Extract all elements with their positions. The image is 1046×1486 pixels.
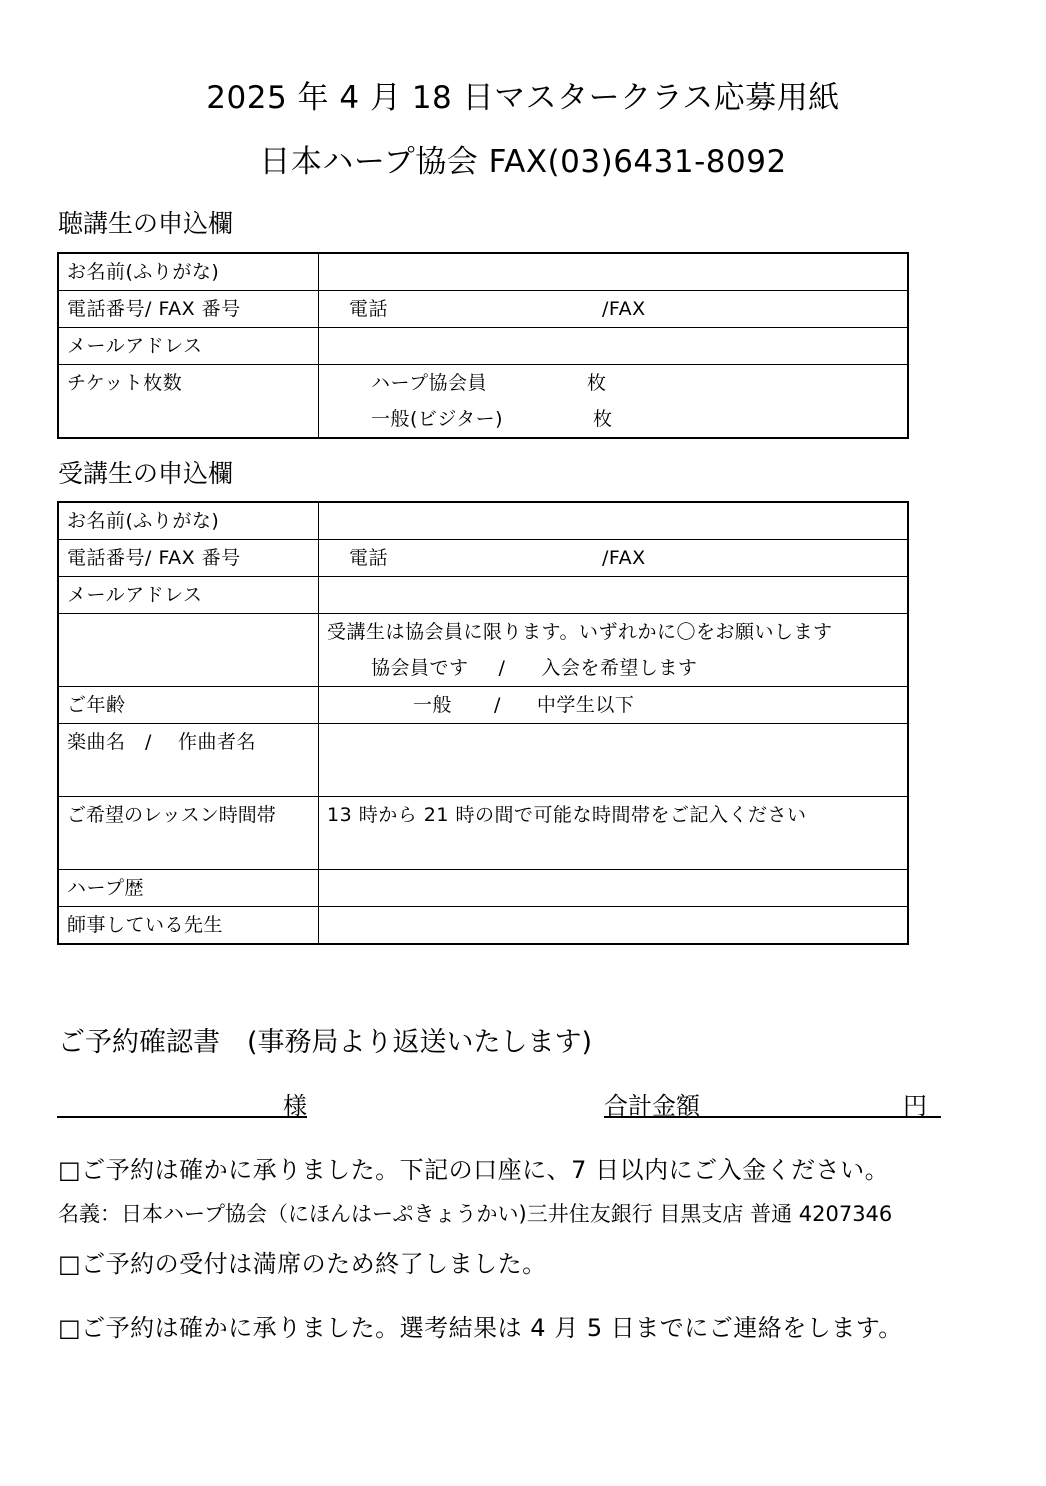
table-row <box>58 365 908 439</box>
ticket-general-label: 一般(ビジター) <box>371 408 504 430</box>
lesson-time-label: ご希望のレッスン時間帯 <box>58 797 319 870</box>
table-row <box>58 687 908 724</box>
student-name-label: お名前(ふりがな) <box>58 502 319 540</box>
lesson-time-field[interactable] <box>319 797 909 870</box>
teacher-field[interactable] <box>319 907 909 945</box>
teacher-label: 師事している先生 <box>58 907 319 945</box>
bank-account-info: 名義：日本ハープ協会（にほんはーぷきょうかい)三井住友銀行 目黒支店 普通 4207346 <box>58 1202 893 1226</box>
association-fax: 日本ハープ協会 FAX(03)6431-8092 <box>259 144 787 180</box>
harp-history-field[interactable] <box>319 870 909 907</box>
table-row <box>58 577 908 614</box>
auditor-name-label: お名前(ふりがな) <box>58 253 319 291</box>
piece-field[interactable] <box>319 724 909 797</box>
age-slash: / <box>494 694 501 716</box>
membership-option-join[interactable]: 入会を希望します <box>541 657 698 679</box>
lesson-time-note: 13 時から 21 時の間で可能な時間帯をご記入ください <box>327 804 807 826</box>
ticket-member-unit: 枚 <box>587 372 607 394</box>
student-phone-text: 電話 <box>349 547 389 569</box>
auditor-email-field[interactable] <box>319 328 909 365</box>
membership-note: 受講生は協会員に限ります。いずれかに〇をお願いします <box>327 621 833 643</box>
harp-history-label: ハープ歴 <box>58 870 319 907</box>
total-amount-line <box>604 1086 941 1118</box>
ticket-general-unit: 枚 <box>593 408 613 430</box>
auditor-phone-field[interactable] <box>319 291 909 328</box>
student-heading: 受講生の申込欄 <box>58 459 234 488</box>
auditor-table <box>57 252 909 439</box>
auditor-name-field[interactable] <box>319 253 909 291</box>
form-title: 2025 年 4 月 18 日マスタークラス応募用紙 <box>206 80 840 116</box>
age-field[interactable] <box>319 687 909 724</box>
check-accepted-payment: □ご予約は確かに承りました。下記の口座に、7 日以内にご入金ください。 <box>58 1156 890 1184</box>
membership-field[interactable] <box>319 614 909 687</box>
membership-slash: / <box>498 657 506 679</box>
table-row <box>58 724 908 797</box>
auditor-email-label: メールアドレス <box>58 328 319 365</box>
table-row <box>58 870 908 907</box>
auditor-ticket-field[interactable] <box>319 365 909 439</box>
ticket-member-label: ハープ協会員 <box>371 372 488 394</box>
auditor-ticket-label: チケット枚数 <box>58 365 319 439</box>
age-option-general[interactable]: 一般 <box>413 694 453 716</box>
check-full: □ご予約の受付は満席のため終了しました。 <box>58 1250 547 1278</box>
auditor-phone-text: 電話 <box>349 298 389 320</box>
auditor-fax-text: /FAX <box>602 298 646 320</box>
table-row <box>58 907 908 945</box>
age-option-junior[interactable]: 中学生以下 <box>536 694 635 716</box>
membership-label-cell <box>58 614 319 687</box>
student-name-field[interactable] <box>319 502 909 540</box>
auditor-heading: 聴講生の申込欄 <box>58 209 234 238</box>
yen-label: 円 <box>903 1092 927 1120</box>
table-row <box>58 291 908 328</box>
student-phone-field[interactable] <box>319 540 909 577</box>
table-row <box>58 614 908 687</box>
student-email-label: メールアドレス <box>58 577 319 614</box>
auditor-phone-label: 電話番号/ FAX 番号 <box>58 291 319 328</box>
membership-option-member[interactable]: 協会員です <box>371 657 469 679</box>
total-amount-label: 合計金額 <box>604 1092 700 1120</box>
student-phone-label: 電話番号/ FAX 番号 <box>58 540 319 577</box>
table-row <box>58 540 908 577</box>
recipient-name-line <box>57 1086 307 1118</box>
table-row <box>58 328 908 365</box>
student-email-field[interactable] <box>319 577 909 614</box>
age-label: ご年齢 <box>58 687 319 724</box>
confirmation-heading: ご予約確認書 (事務局より返送いたします) <box>58 1027 593 1058</box>
table-row <box>58 253 908 291</box>
piece-label: 楽曲名 / 作曲者名 <box>58 724 319 797</box>
check-accepted-selection: □ご予約は確かに承りました。選考結果は 4 月 5 日までにご連絡をします。 <box>58 1314 903 1342</box>
confirmation-name-total-row <box>57 1086 943 1120</box>
table-row <box>58 797 908 870</box>
student-table <box>57 501 909 945</box>
name-suffix: 様 <box>283 1092 307 1120</box>
table-row <box>58 502 908 540</box>
student-fax-text: /FAX <box>602 547 646 569</box>
